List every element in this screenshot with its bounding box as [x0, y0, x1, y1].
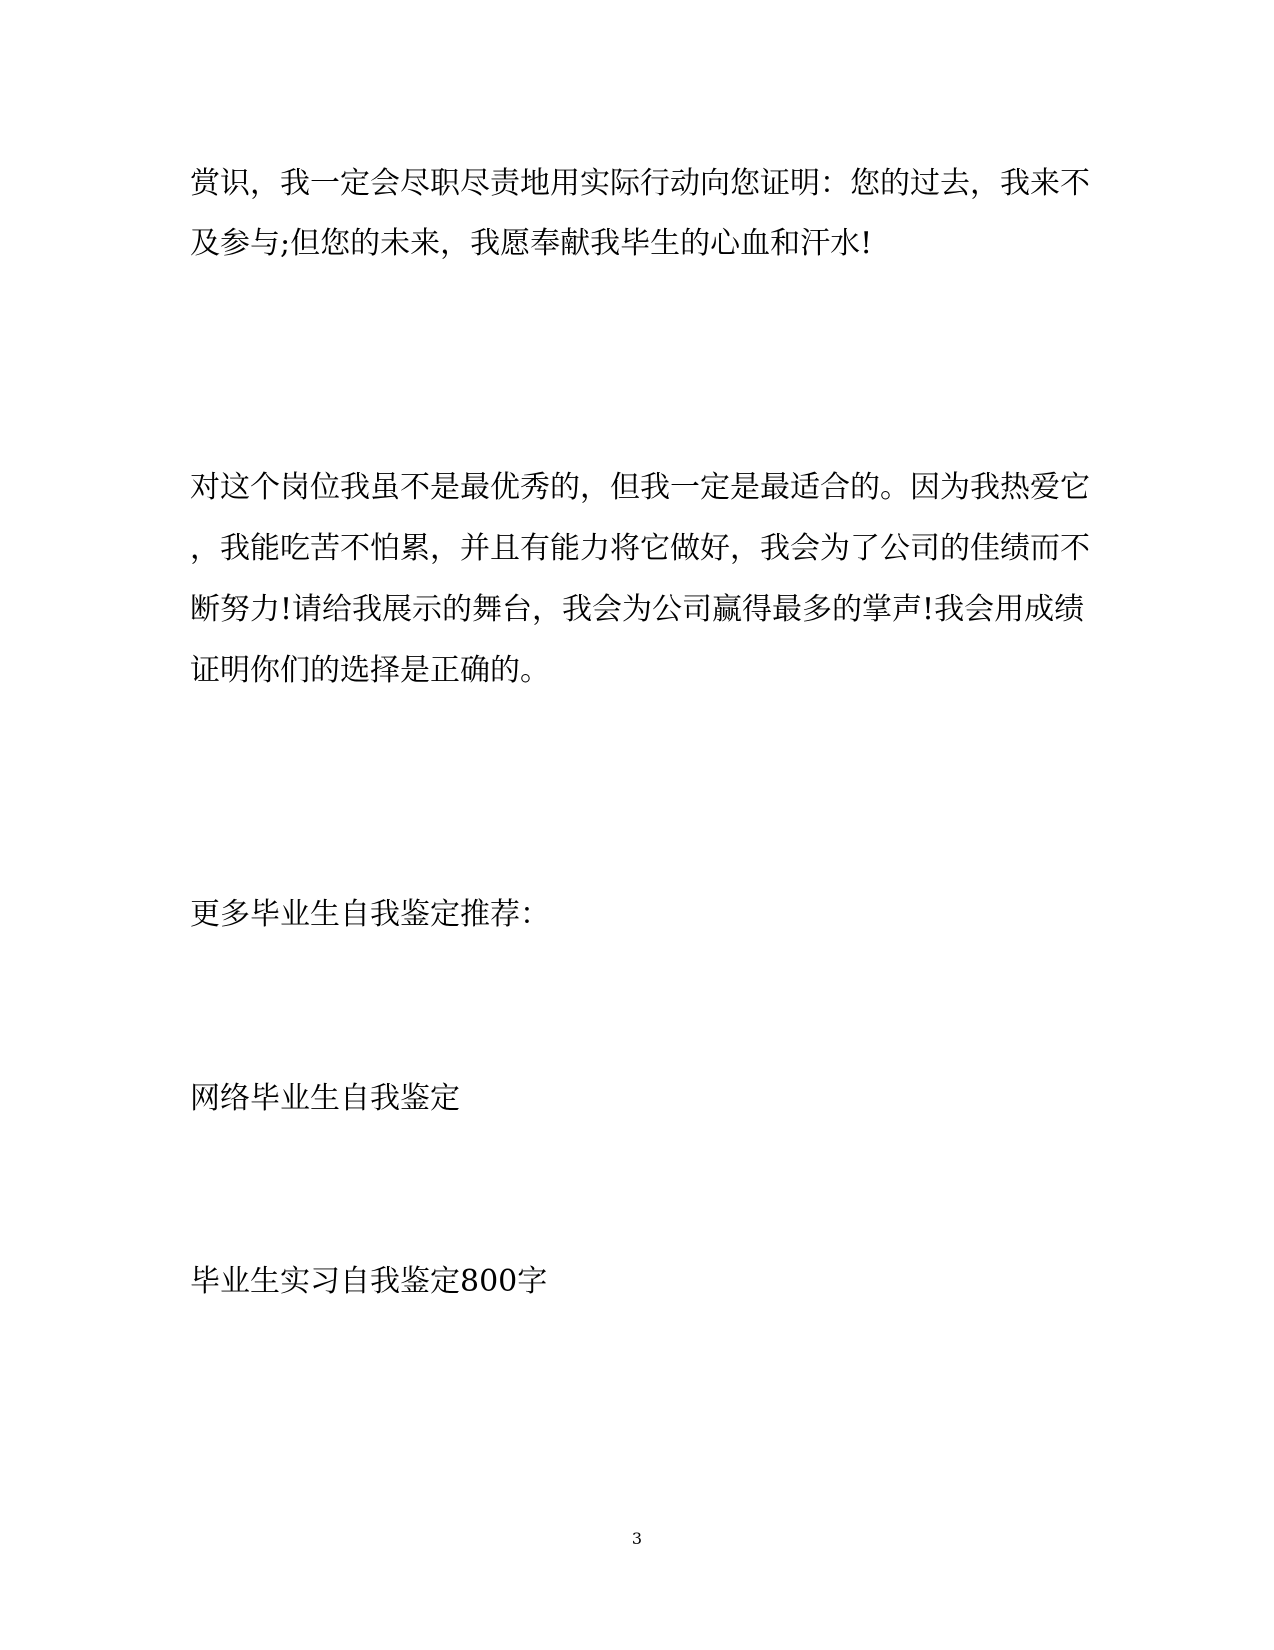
- related-link-network-graduate[interactable]: 网络毕业生自我鉴定: [190, 1081, 460, 1116]
- paragraph-2-line-3: 断努力!请给我展示的舞台，我会为公司赢得最多的掌声!我会用成绩: [190, 592, 1085, 627]
- paragraph-2-line-1: 对这个岗位我虽不是最优秀的，但我一定是最适合的。因为我热爱它: [190, 470, 1090, 505]
- paragraph-2-line-4: 证明你们的选择是正确的。: [190, 653, 550, 688]
- paragraph-1-line-1: 赏识，我一定会尽职尽责地用实际行动向您证明：您的过去，我来不: [190, 166, 1090, 201]
- paragraph-1-line-2: 及参与;但您的未来，我愿奉献我毕生的心血和汗水!: [190, 226, 873, 261]
- more-recommendations-heading: 更多毕业生自我鉴定推荐：: [190, 897, 550, 932]
- page-number: 3: [631, 1529, 643, 1548]
- paragraph-2-line-2: ，我能吃苦不怕累，并且有能力将它做好，我会为了公司的佳绩而不: [190, 531, 1090, 566]
- related-link-internship-800[interactable]: 毕业生实习自我鉴定800字: [190, 1264, 548, 1299]
